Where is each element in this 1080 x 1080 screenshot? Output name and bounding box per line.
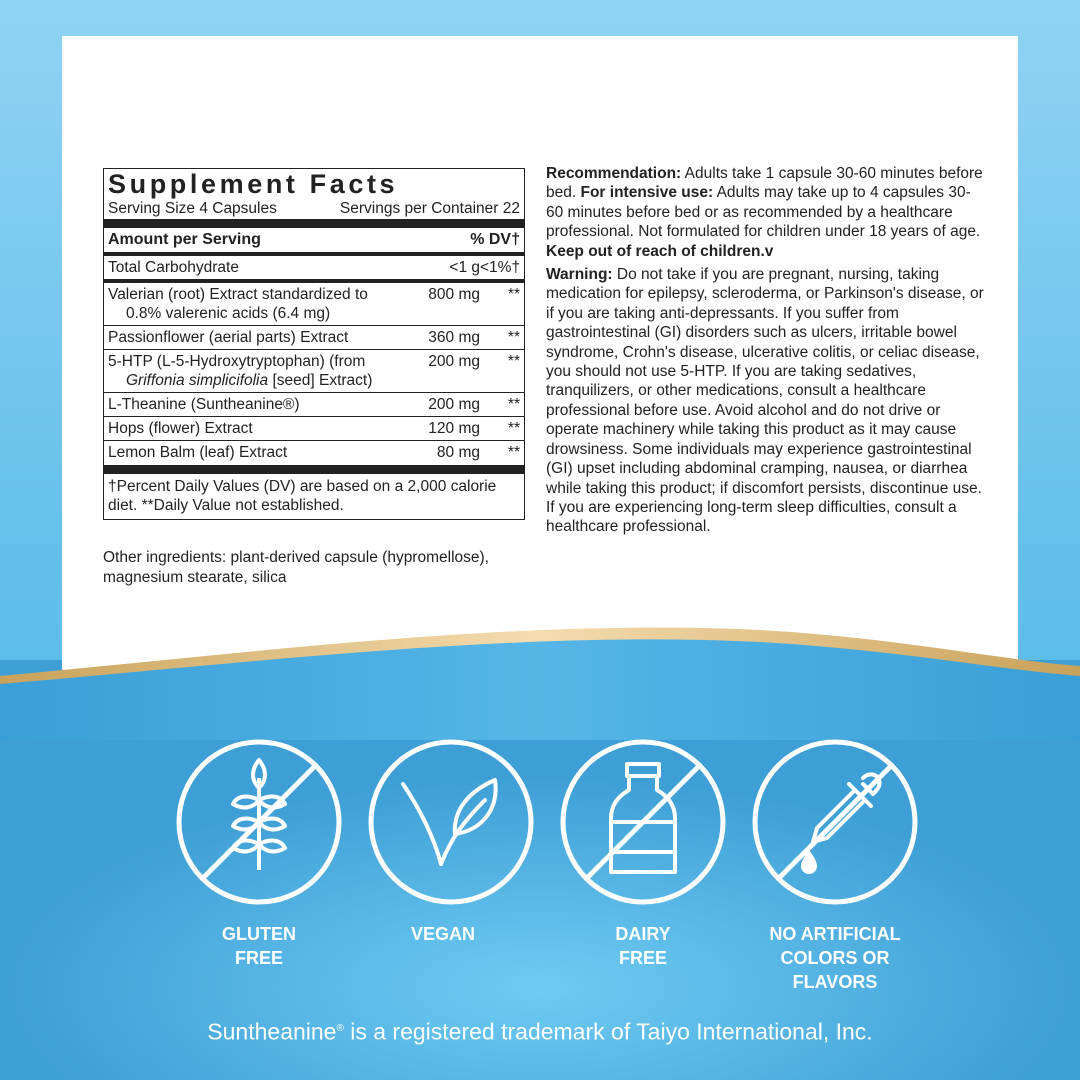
serving-size: Serving Size 4 Capsules	[108, 200, 277, 217]
ingredient-dv: **	[507, 396, 520, 413]
amount-header-row	[108, 228, 520, 252]
supplement-facts-panel	[103, 168, 525, 520]
ingredient-dv: **	[507, 286, 520, 303]
servings-per-container: Servings per Container 22	[339, 200, 520, 217]
intensive-use-text: Adults may take up to 4 capsules 30-60 minutes before bed or as recommended by a healthcare professional. Not formulated for children under 18 years of age.	[546, 184, 981, 241]
ingredient-name-cont: 0.8% valerenic acids (6.4 mg)	[126, 305, 331, 322]
directions-text	[546, 164, 986, 541]
ingredient-dv: **	[507, 329, 520, 346]
badge-label-vegan: VEGAN	[410, 924, 475, 944]
ingredient-row	[108, 350, 520, 392]
ingredient-name-cont: [seed] Extract)	[268, 372, 373, 389]
recommendation-label: Recommendation:	[546, 165, 682, 182]
ingredient-name: 5-HTP (L-5-Hydroxytryptophan) (from	[108, 353, 366, 370]
badge-label-no-artificial: NO ARTIFICIAL COLORS OR FLAVORS	[769, 924, 901, 992]
warning-label: Warning:	[546, 266, 613, 284]
serving-row	[108, 199, 520, 218]
ingredient-name: Valerian (root) Extract standardized to	[108, 286, 368, 303]
warning-text: Do not take if you are pregnant, nursing, taking medication for epilepsy, scleroderma, or Parkinson's disease, or if you are taking anti-depressants. If you suffer from gastrointestinal (GI) disorders such as ulcers, irritable bowel syndrome, Crohn's disease, ulcerative colitis, or celiac disease, you should not use 5-HTP. If you are taking sedatives, tranquilizers, or other medications, consult a healthcare professional before use. Avoid alcohol and do not drive or operate machinery while taking this product as it may cause drowsiness. Some individuals may experience gastrointestinal (GI) upset including abdominal cramping, nausea, or diarrhea while taking this product; if discomfort persists, discontinue use. If you are experiencing long-term sleep difficulties, consult a healthcare professional.	[546, 266, 984, 536]
divider-thick	[104, 219, 524, 228]
ingredient-row	[108, 393, 520, 416]
ingredient-amount: 360 mg	[428, 329, 480, 346]
leaf-icon	[367, 738, 535, 906]
recommendation-text: Adults take 1 capsule 30-60 minutes before bed.	[546, 165, 983, 202]
facts-footnote: †Percent Daily Values (DV) are based on a 2,000 calorie diet. **Daily Value not established.	[108, 478, 497, 514]
ingredient-row	[108, 441, 520, 464]
ingredient-row	[108, 326, 520, 349]
ingredient-source-italic: Griffonia simplicifolia	[126, 372, 269, 389]
other-ingredients: Other ingredients: plant-derived capsule (hypromellose), magnesium stearate, silica	[103, 549, 489, 586]
ingredient-name: Passionflower (aerial parts) Extract	[108, 329, 349, 346]
dv-header: % DV†	[470, 231, 520, 248]
ingredient-amount: 800 mg	[428, 286, 480, 303]
badge-label-gluten-free: GLUTEN FREE	[222, 924, 296, 968]
ingredient-amount: 200 mg	[428, 353, 480, 370]
carb-name: Total Carbohydrate	[108, 259, 239, 276]
carb-amount: <1 g	[449, 259, 480, 276]
badge-label-dairy-free: DAIRY FREE	[615, 924, 671, 968]
trademark-notice: Suntheanine® is a registered trademark of Taiyo International, Inc.	[207, 1018, 873, 1045]
facts-title: Supplement Facts	[108, 169, 399, 199]
ingredient-name: Hops (flower) Extract	[108, 420, 253, 437]
ingredient-amount: 120 mg	[428, 420, 480, 437]
milk-bottle-icon	[559, 738, 727, 906]
ingredient-dv: **	[507, 444, 520, 461]
amount-header: Amount per Serving	[108, 231, 261, 248]
ingredient-dv: **	[507, 420, 520, 437]
wheat-icon	[175, 738, 343, 906]
dropper-icon	[751, 738, 919, 906]
ingredient-name: Lemon Balm (leaf) Extract	[108, 444, 288, 461]
carb-dv: <1%†	[480, 259, 521, 276]
keep-out-of-reach: Keep out of reach of children.v	[546, 242, 774, 260]
ingredient-row	[108, 283, 520, 325]
gold-wave-divider	[0, 600, 1080, 740]
ingredient-amount: 200 mg	[428, 396, 480, 413]
ingredient-dv: **	[507, 353, 520, 370]
warning-paragraph	[546, 265, 986, 537]
intensive-use-label: For intensive use:	[580, 184, 714, 202]
ingredient-amount: 80 mg	[436, 444, 480, 461]
carb-row	[108, 256, 520, 279]
divider-thick	[104, 465, 524, 474]
recommendation-paragraph	[546, 164, 986, 261]
ingredient-row	[108, 417, 520, 440]
ingredient-name: L-Theanine (Suntheanine®)	[108, 396, 300, 413]
